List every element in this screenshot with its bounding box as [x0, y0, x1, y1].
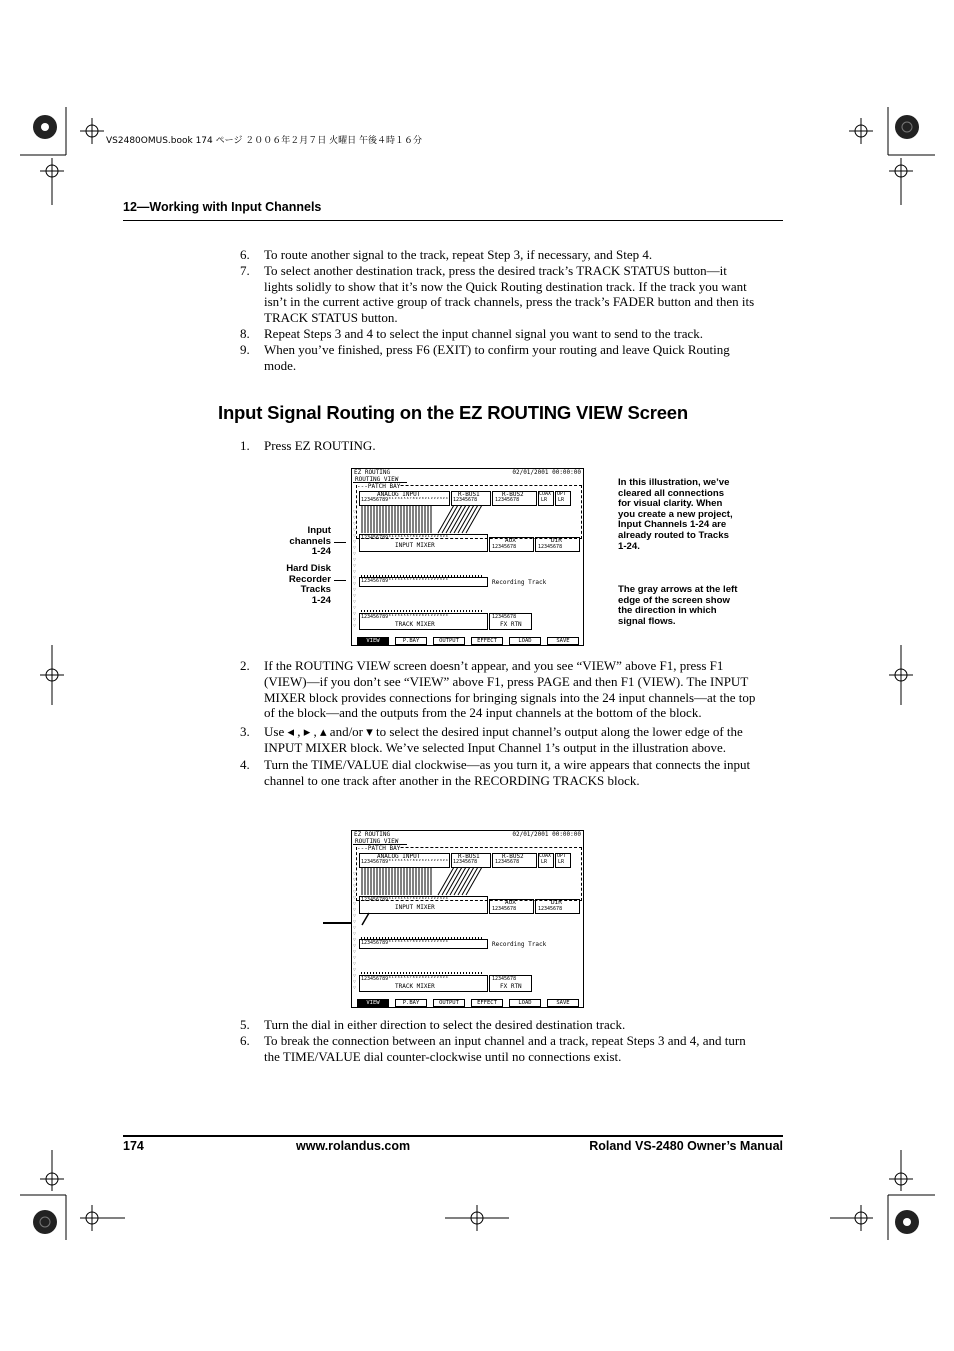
- book-info: VS2480OMUS.book 174 ページ ２００６年２月７日 火曜日 午後４時１６分: [106, 136, 423, 146]
- r-bus1-label: R-BUS1: [458, 853, 480, 860]
- channel-numbers: 12345678: [453, 859, 478, 865]
- analog-input-label: ANALOG INPUT: [377, 853, 421, 860]
- channel-numbers: 123456789⁰¹²³⁴⁵⁶⁷⁸⁹²⁰²¹²²²³²⁴: [361, 940, 449, 946]
- channel-numbers: 123456789⁰¹²³⁴⁵⁶⁷⁸⁹²⁰²¹²²²³²⁴: [361, 578, 449, 584]
- callout-hd-tracks: Hard Disk Recorder Tracks 1-24: [286, 563, 331, 606]
- callout-line: [334, 542, 346, 543]
- screen-date: 02/01/2001 00:00:00: [512, 469, 581, 476]
- screen-subtitle: ROUTING VIEW: [355, 476, 399, 483]
- f3-output-button[interactable]: OUTPUT: [433, 999, 465, 1007]
- fx-rtn-label: FX RTN: [500, 621, 522, 628]
- header-rule: [123, 220, 783, 221]
- opt-label: OPT: [557, 853, 567, 859]
- page-number: 174: [123, 1139, 144, 1153]
- lr-label: LR: [541, 859, 548, 865]
- channel-numbers: 123456789⁰¹²³⁴⁵⁶⁷⁸⁹²⁰²¹²²²³²⁴: [361, 535, 449, 541]
- channel-numbers: 12345678: [538, 544, 563, 550]
- list-item: 9. When you’ve finished, press F6 (EXIT) to confirm your routing and leave Quick Routing mode.: [240, 341, 730, 373]
- patch-bay-label: ---PATCH BAY: [357, 845, 401, 852]
- footer-url[interactable]: www.rolandus.com: [296, 1139, 411, 1153]
- f1-view-button[interactable]: VIEW: [357, 637, 389, 645]
- flow-arrows: ▽ ▽ ▽ ▽ ▽ ▽ ▽ ▽ ▽ ▽ ▽ ▽ ▽ ▽ ▽ ▽ ▽ ▽ ▽ ▽: [353, 509, 357, 629]
- analog-input-label: ANALOG INPUT: [377, 491, 421, 498]
- aux-label: AUX: [505, 537, 516, 544]
- manual-title: Roland VS-2480 Owner’s Manual: [589, 1139, 783, 1153]
- list-item: 8. Repeat Steps 3 and 4 to select the input channel signal you want to send to the track.: [240, 325, 704, 341]
- list-item: 7. To select another destination track, press the desired track’s TRACK STATUS button—it lights solidly to show that it’s now the Quick Routing destination track. If the track you want isn’t in the current active group of track channels, press the track’s FADER button and then its TRACK STATUS button.: [240, 262, 755, 326]
- r-bus2-label: R-BUS2: [502, 491, 524, 498]
- aux-label: AUX: [505, 899, 516, 906]
- input-mixer-label: INPUT MIXER: [395, 542, 435, 549]
- track-mixer-label: TRACK MIXER: [395, 621, 435, 628]
- channel-numbers: 12345678: [492, 976, 517, 982]
- steps-top: [218, 247, 758, 373]
- f4-effect-button[interactable]: EFFECT: [471, 999, 503, 1007]
- channel-numbers: 123456789⁰¹²³⁴⁵⁶⁷⁸⁹²⁰²¹²²²³²⁴: [361, 497, 449, 503]
- channel-numbers: 12345678: [492, 544, 517, 550]
- screen-title: EZ ROUTING: [354, 831, 391, 838]
- figure-note-arrows: The gray arrows at the left edge of the screen show the direction in which signal flows.: [618, 584, 738, 627]
- routing-view-screen: [351, 468, 584, 646]
- channel-numbers: 12345678: [495, 497, 520, 503]
- channel-numbers: 12345678: [492, 614, 517, 620]
- steps-middle: [218, 658, 758, 788]
- lr-label: LR: [541, 497, 548, 503]
- list-item: 6. To break the connection between an input channel and a track, repeat Steps 3 and 4, and turn the TIME/VALUE dial counter-clockwise until no connections exist.: [240, 1032, 746, 1064]
- channel-numbers: 12345678: [538, 906, 563, 912]
- channel-numbers: 12345678: [495, 859, 520, 865]
- channel-numbers: 12345678: [492, 906, 517, 912]
- f4-effect-button[interactable]: EFFECT: [471, 637, 503, 645]
- screen-subtitle: ROUTING VIEW: [355, 838, 399, 845]
- routing-view-screen-selected: [351, 830, 584, 1008]
- opt-label: OPT: [557, 491, 567, 497]
- footer-rule: [123, 1135, 783, 1137]
- steps-intro: [218, 438, 758, 454]
- callout-line: [334, 580, 346, 581]
- f3-output-button[interactable]: OUTPUT: [433, 637, 465, 645]
- channel-numbers: 123456789⁰¹²³⁴⁵⁶⁷⁸⁹²⁰²¹²²²³²⁴: [361, 614, 449, 620]
- screen-date: 02/01/2001 00:00:00: [512, 831, 581, 838]
- f5-load-button[interactable]: LOAD: [509, 637, 541, 645]
- r-bus1-label: R-BUS1: [458, 491, 480, 498]
- f5-load-button[interactable]: LOAD: [509, 999, 541, 1007]
- screen-title: EZ ROUTING: [354, 469, 391, 476]
- coax-label: COAX: [539, 853, 552, 859]
- channel-numbers: 123456789⁰¹²³⁴⁵⁶⁷⁸⁹²⁰²¹²²²³²⁴: [361, 976, 449, 982]
- f6-save-button[interactable]: SAVE: [547, 999, 579, 1007]
- lr-label: LR: [558, 859, 565, 865]
- list-item: 3. Use ◂ , ▸ , ▴ and/or ▾ to select the desired input channel’s output along the lower edge of the INPUT MIXER block. We’ve selected Input Channel 1’s output in the illustration above.: [240, 724, 743, 755]
- list-item: 6. To route another signal to the track, repeat Step 3, if necessary, and Step 4.: [240, 247, 653, 262]
- coax-label: COAX: [539, 491, 552, 497]
- dir-label: DIR: [551, 899, 562, 906]
- channel-numbers: 123456789⁰¹²³⁴⁵⁶⁷⁸⁹²⁰²¹²²²³²⁴: [361, 859, 449, 865]
- list-item: 1. Press EZ ROUTING.: [240, 438, 376, 453]
- flow-arrows: ▽ ▽ ▽ ▽ ▽ ▽ ▽ ▽ ▽ ▽ ▽ ▽ ▽ ▽ ▽ ▽ ▽ ▽ ▽ ▽: [353, 871, 357, 991]
- recording-track-label: Recording Track: [492, 941, 547, 948]
- f6-save-button[interactable]: SAVE: [547, 637, 579, 645]
- f2-patch-bay-button[interactable]: P.BAY: [395, 999, 427, 1007]
- recording-track-label: Recording Track: [492, 579, 547, 586]
- callout-input-channels: Input channels 1-24: [289, 525, 331, 558]
- figure-note-clarity: In this illustration, we’ve cleared all connections for visual clarity. When you create a new project, Input Channels 1-24 are already routed to Tracks 1-24.: [618, 477, 733, 552]
- lr-label: LR: [558, 497, 565, 503]
- dir-label: DIR: [551, 537, 562, 544]
- patch-bay-label: ---PATCH BAY: [357, 483, 401, 490]
- channel-numbers: 12345678: [453, 497, 478, 503]
- steps-bottom: [218, 1017, 758, 1064]
- running-header: 12—Working with Input Channels: [123, 200, 322, 214]
- list-item: 2. If the ROUTING VIEW screen doesn’t appear, and you see “VIEW” above F1, press F1 (VIEW)—if you don’t see “VIEW” above F1, press PAGE and then F1 (VIEW). The INPUT MIXER block provides connections for bringing signals into the 24 input channels—at the top of the block—and the outputs from the 24 input channels at the bottom of the block.: [240, 658, 756, 721]
- fx-rtn-label: FX RTN: [500, 983, 522, 990]
- section-title: Input Signal Routing on the EZ ROUTING VIEW Screen: [218, 402, 688, 423]
- input-mixer-label: INPUT MIXER: [395, 904, 435, 911]
- list-item: 4. Turn the TIME/VALUE dial clockwise—as you turn it, a wire appears that connects the input channel to one track after another in the RECORDING TRACKS block.: [240, 756, 751, 788]
- list-item: 5. Turn the dial in either direction to select the desired destination track.: [240, 1017, 626, 1032]
- channel-numbers: 123456789⁰¹²³⁴⁵⁶⁷⁸⁹²⁰²¹²²²³²⁴: [361, 897, 449, 903]
- track-mixer-label: TRACK MIXER: [395, 983, 435, 990]
- r-bus2-label: R-BUS2: [502, 853, 524, 860]
- f1-view-button[interactable]: VIEW: [357, 999, 389, 1007]
- f2-patch-bay-button[interactable]: P.BAY: [395, 637, 427, 645]
